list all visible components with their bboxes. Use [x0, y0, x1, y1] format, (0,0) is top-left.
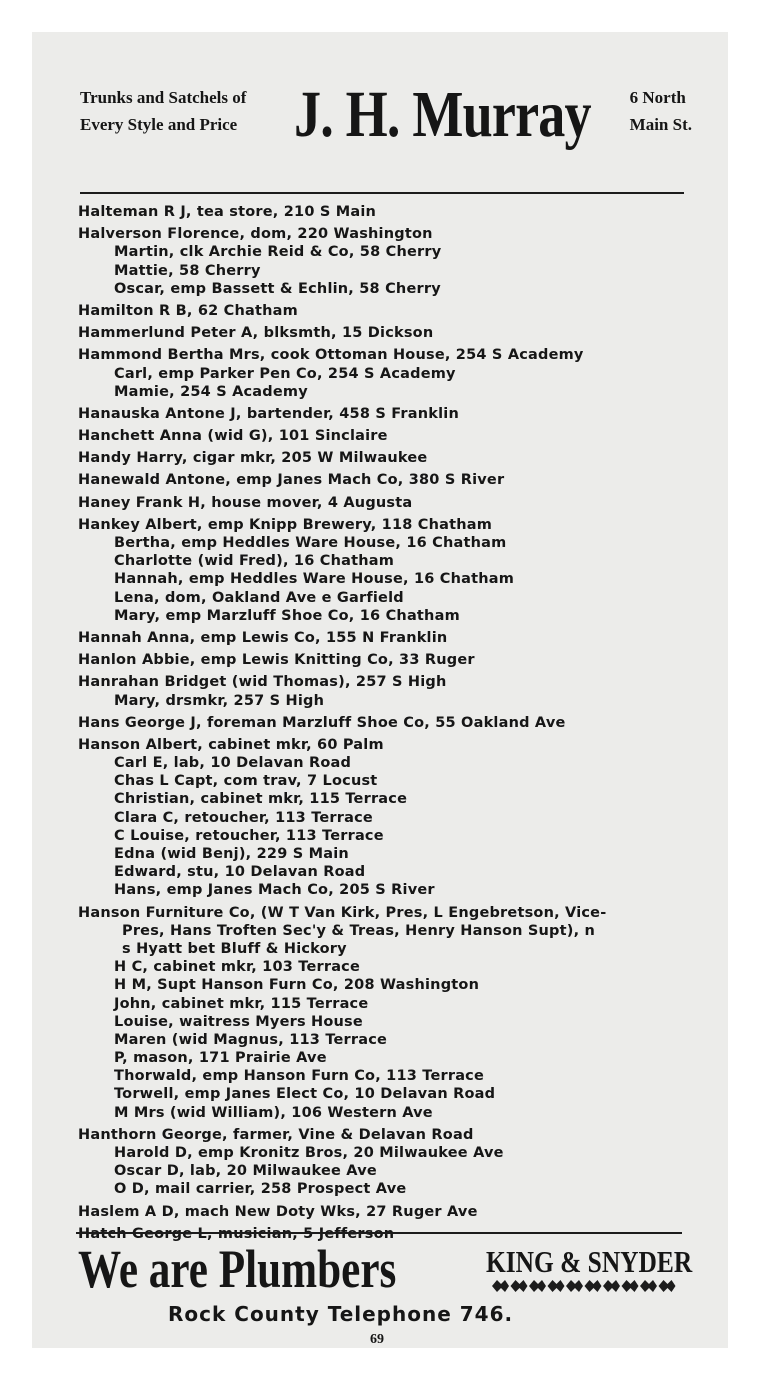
directory-entry [78, 1203, 698, 1221]
entry-main-line: Halteman R J, tea store, 210 S Main [78, 204, 377, 220]
directory-entry [78, 494, 698, 512]
header-ad-address-line2: Main St. [629, 115, 692, 134]
entry-main-line: Hanthorn George, farmer, Vine & Delavan Road [78, 1126, 474, 1143]
entry-sub-line: Carl, emp Parker Pen Co, 254 S Academy [114, 365, 456, 382]
entry-sub-line: Martin, clk Archie Reid & Co, 58 Cherry [114, 244, 442, 261]
entry-main-line: Hanrahan Bridget (wid Thomas), 257 S High [78, 674, 447, 691]
entry-sub-line: Mary, drsmkr, 257 S High [114, 692, 325, 709]
footer-rule [76, 1232, 682, 1234]
directory-entry [78, 324, 698, 342]
entry-main-line: Hammond Bertha Mrs, cook Ottoman House, 254 S Academy [78, 347, 584, 364]
entry-sub-line: H C, cabinet mkr, 103 Terrace [114, 959, 361, 976]
entry-sub-line: P, mason, 171 Prairie Ave [114, 1050, 327, 1067]
directory-entry [78, 405, 698, 423]
entry-main-line: Hammerlund Peter A, blksmth, 15 Dickson [78, 325, 434, 342]
entry-sub-line: Oscar, emp Bassett & Echlin, 58 Cherry [114, 280, 441, 297]
header-ad-merchant-name: J. H. Murray [294, 78, 591, 151]
entry-sub-line: Hans, emp Janes Mach Co, 205 S River [114, 882, 435, 899]
entry-sub-line: H M, Supt Hanson Furn Co, 208 Washington [114, 977, 480, 994]
directory-entry [78, 427, 698, 445]
directory-entry [78, 302, 698, 320]
directory-entry [78, 736, 698, 900]
directory-listing [78, 203, 698, 1247]
ornament-glyph-icon [492, 1280, 509, 1292]
footer-ad-phone: Rock County Telephone 746. [168, 1302, 514, 1326]
entry-sub-line: Harold D, emp Kronitz Bros, 20 Milwaukee Ave [114, 1145, 504, 1161]
entry-sub-line: C Louise, retoucher, 113 Terrace [114, 827, 384, 844]
entry-sub-line: Torwell, emp Janes Elect Co, 10 Delavan Road [114, 1086, 496, 1103]
directory-entry [78, 346, 698, 401]
entry-sub-line: Lena, dom, Oakland Ave e Garfield [114, 589, 404, 606]
header-ad-tagline [80, 84, 246, 138]
entry-continuation-line: Pres, Hans Troften Sec'y & Treas, Henry Hanson Supt), n [122, 922, 596, 939]
entry-main-line: Hans George J, foreman Marzluff Shoe Co, 55 Oakland Ave [78, 714, 566, 731]
entry-main-line: Halverson Florence, dom, 220 Washington [78, 226, 433, 243]
directory-entry [78, 225, 698, 298]
directory-entry [78, 1126, 698, 1199]
ornament-glyph-icon [548, 1280, 565, 1292]
entry-sub-line: Oscar D, lab, 20 Milwaukee Ave [114, 1163, 377, 1180]
entry-sub-line: John, cabinet mkr, 115 Terrace [114, 995, 369, 1012]
header-ad-address [630, 84, 692, 138]
page-number: 69 [370, 1332, 384, 1347]
entry-sub-line: Louise, waitress Myers House [114, 1013, 363, 1030]
entry-sub-line: Thorwald, emp Hanson Furn Co, 113 Terrace [114, 1068, 485, 1085]
ornament-glyph-icon [603, 1280, 620, 1292]
footer-advertisement [78, 1236, 693, 1346]
entry-sub-line: Christian, cabinet mkr, 115 Terrace [114, 791, 408, 808]
entry-main-line: Hanchett Anna (wid G), 101 Sinclaire [78, 428, 388, 445]
directory-entry [78, 516, 698, 625]
header-ad-address-line1: 6 North [629, 88, 686, 107]
directory-page [32, 32, 728, 1348]
directory-entry [78, 471, 698, 489]
entry-main-line: Haslem A D, mach New Doty Wks, 27 Ruger Ave [78, 1203, 478, 1220]
entry-sub-line: M Mrs (wid William), 106 Western Ave [114, 1104, 433, 1121]
ornament-glyph-icon [640, 1280, 657, 1292]
entry-sub-line: Edna (wid Benj), 229 S Main [114, 846, 349, 862]
entry-main-line: Hanlon Abbie, emp Lewis Knitting Co, 33 Ruger [78, 652, 475, 669]
entry-sub-line: Mattie, 58 Cherry [114, 262, 261, 279]
directory-entry [78, 629, 698, 647]
ornament-glyph-icon [511, 1280, 528, 1292]
footer-ad-slogan: We are Plumbers [78, 1239, 397, 1299]
ornament-glyph-icon [566, 1280, 583, 1292]
header-ad-tagline-line2: Every Style and Price [80, 115, 238, 134]
ornament-glyph-icon [529, 1280, 546, 1292]
entry-sub-line: Carl E, lab, 10 Delavan Road [114, 755, 352, 772]
directory-entry [78, 904, 698, 1122]
directory-entry [78, 651, 698, 669]
ornament-glyph-icon [585, 1280, 602, 1292]
entry-sub-line: Bertha, emp Heddles Ware House, 16 Chatham [114, 535, 507, 551]
entry-main-line: Handy Harry, cigar mkr, 205 W Milwaukee [78, 450, 428, 467]
entry-sub-line: Edward, stu, 10 Delavan Road [114, 864, 366, 881]
entry-sub-line: Charlotte (wid Fred), 16 Chatham [114, 553, 395, 570]
directory-entry [78, 203, 698, 221]
entry-sub-line: Chas L Capt, com trav, 7 Locust [114, 773, 378, 790]
entry-sub-line: O D, mail carrier, 258 Prospect Ave [114, 1181, 407, 1198]
directory-entry [78, 673, 698, 709]
entry-sub-line: Clara C, retoucher, 113 Terrace [114, 809, 373, 826]
entry-main-line: Haney Frank H, house mover, 4 Augusta [78, 494, 413, 511]
ornament-glyph-icon [622, 1280, 639, 1292]
ornament-divider-icon [488, 1278, 678, 1294]
header-advertisement [80, 78, 692, 172]
header-ad-tagline-line1: Trunks and Satchels of [80, 88, 247, 107]
entry-main-line: Hanson Albert, cabinet mkr, 60 Palm [78, 736, 384, 753]
directory-entry [78, 714, 698, 732]
entry-main-line: Hamilton R B, 62 Chatham [78, 302, 298, 319]
footer-ad-firm-name: KING & SNYDER [486, 1244, 693, 1279]
entry-main-line: Hanewald Antone, emp Janes Mach Co, 380 S River [78, 472, 505, 489]
entry-sub-line: Mamie, 254 S Academy [114, 383, 308, 400]
entry-main-line: Hanauska Antone J, bartender, 458 S Franklin [78, 405, 459, 422]
entry-continuation-line: s Hyatt bet Bluff & Hickory [122, 940, 347, 957]
entry-main-line: Hannah Anna, emp Lewis Co, 155 N Franklin [78, 629, 448, 646]
entry-main-line: Hanson Furniture Co, (W T Van Kirk, Pres, L Engebretson, Vice- [78, 904, 607, 921]
entry-sub-line: Maren (wid Magnus, 113 Terrace [114, 1031, 388, 1048]
header-rule [80, 192, 684, 194]
entry-sub-line: Hannah, emp Heddles Ware House, 16 Chatham [114, 571, 515, 588]
directory-entry [78, 449, 698, 467]
entry-sub-line: Mary, emp Marzluff Shoe Co, 16 Chatham [114, 607, 460, 624]
entry-main-line: Hankey Albert, emp Knipp Brewery, 118 Chatham [78, 516, 493, 533]
ornament-glyph-icon [659, 1280, 676, 1292]
